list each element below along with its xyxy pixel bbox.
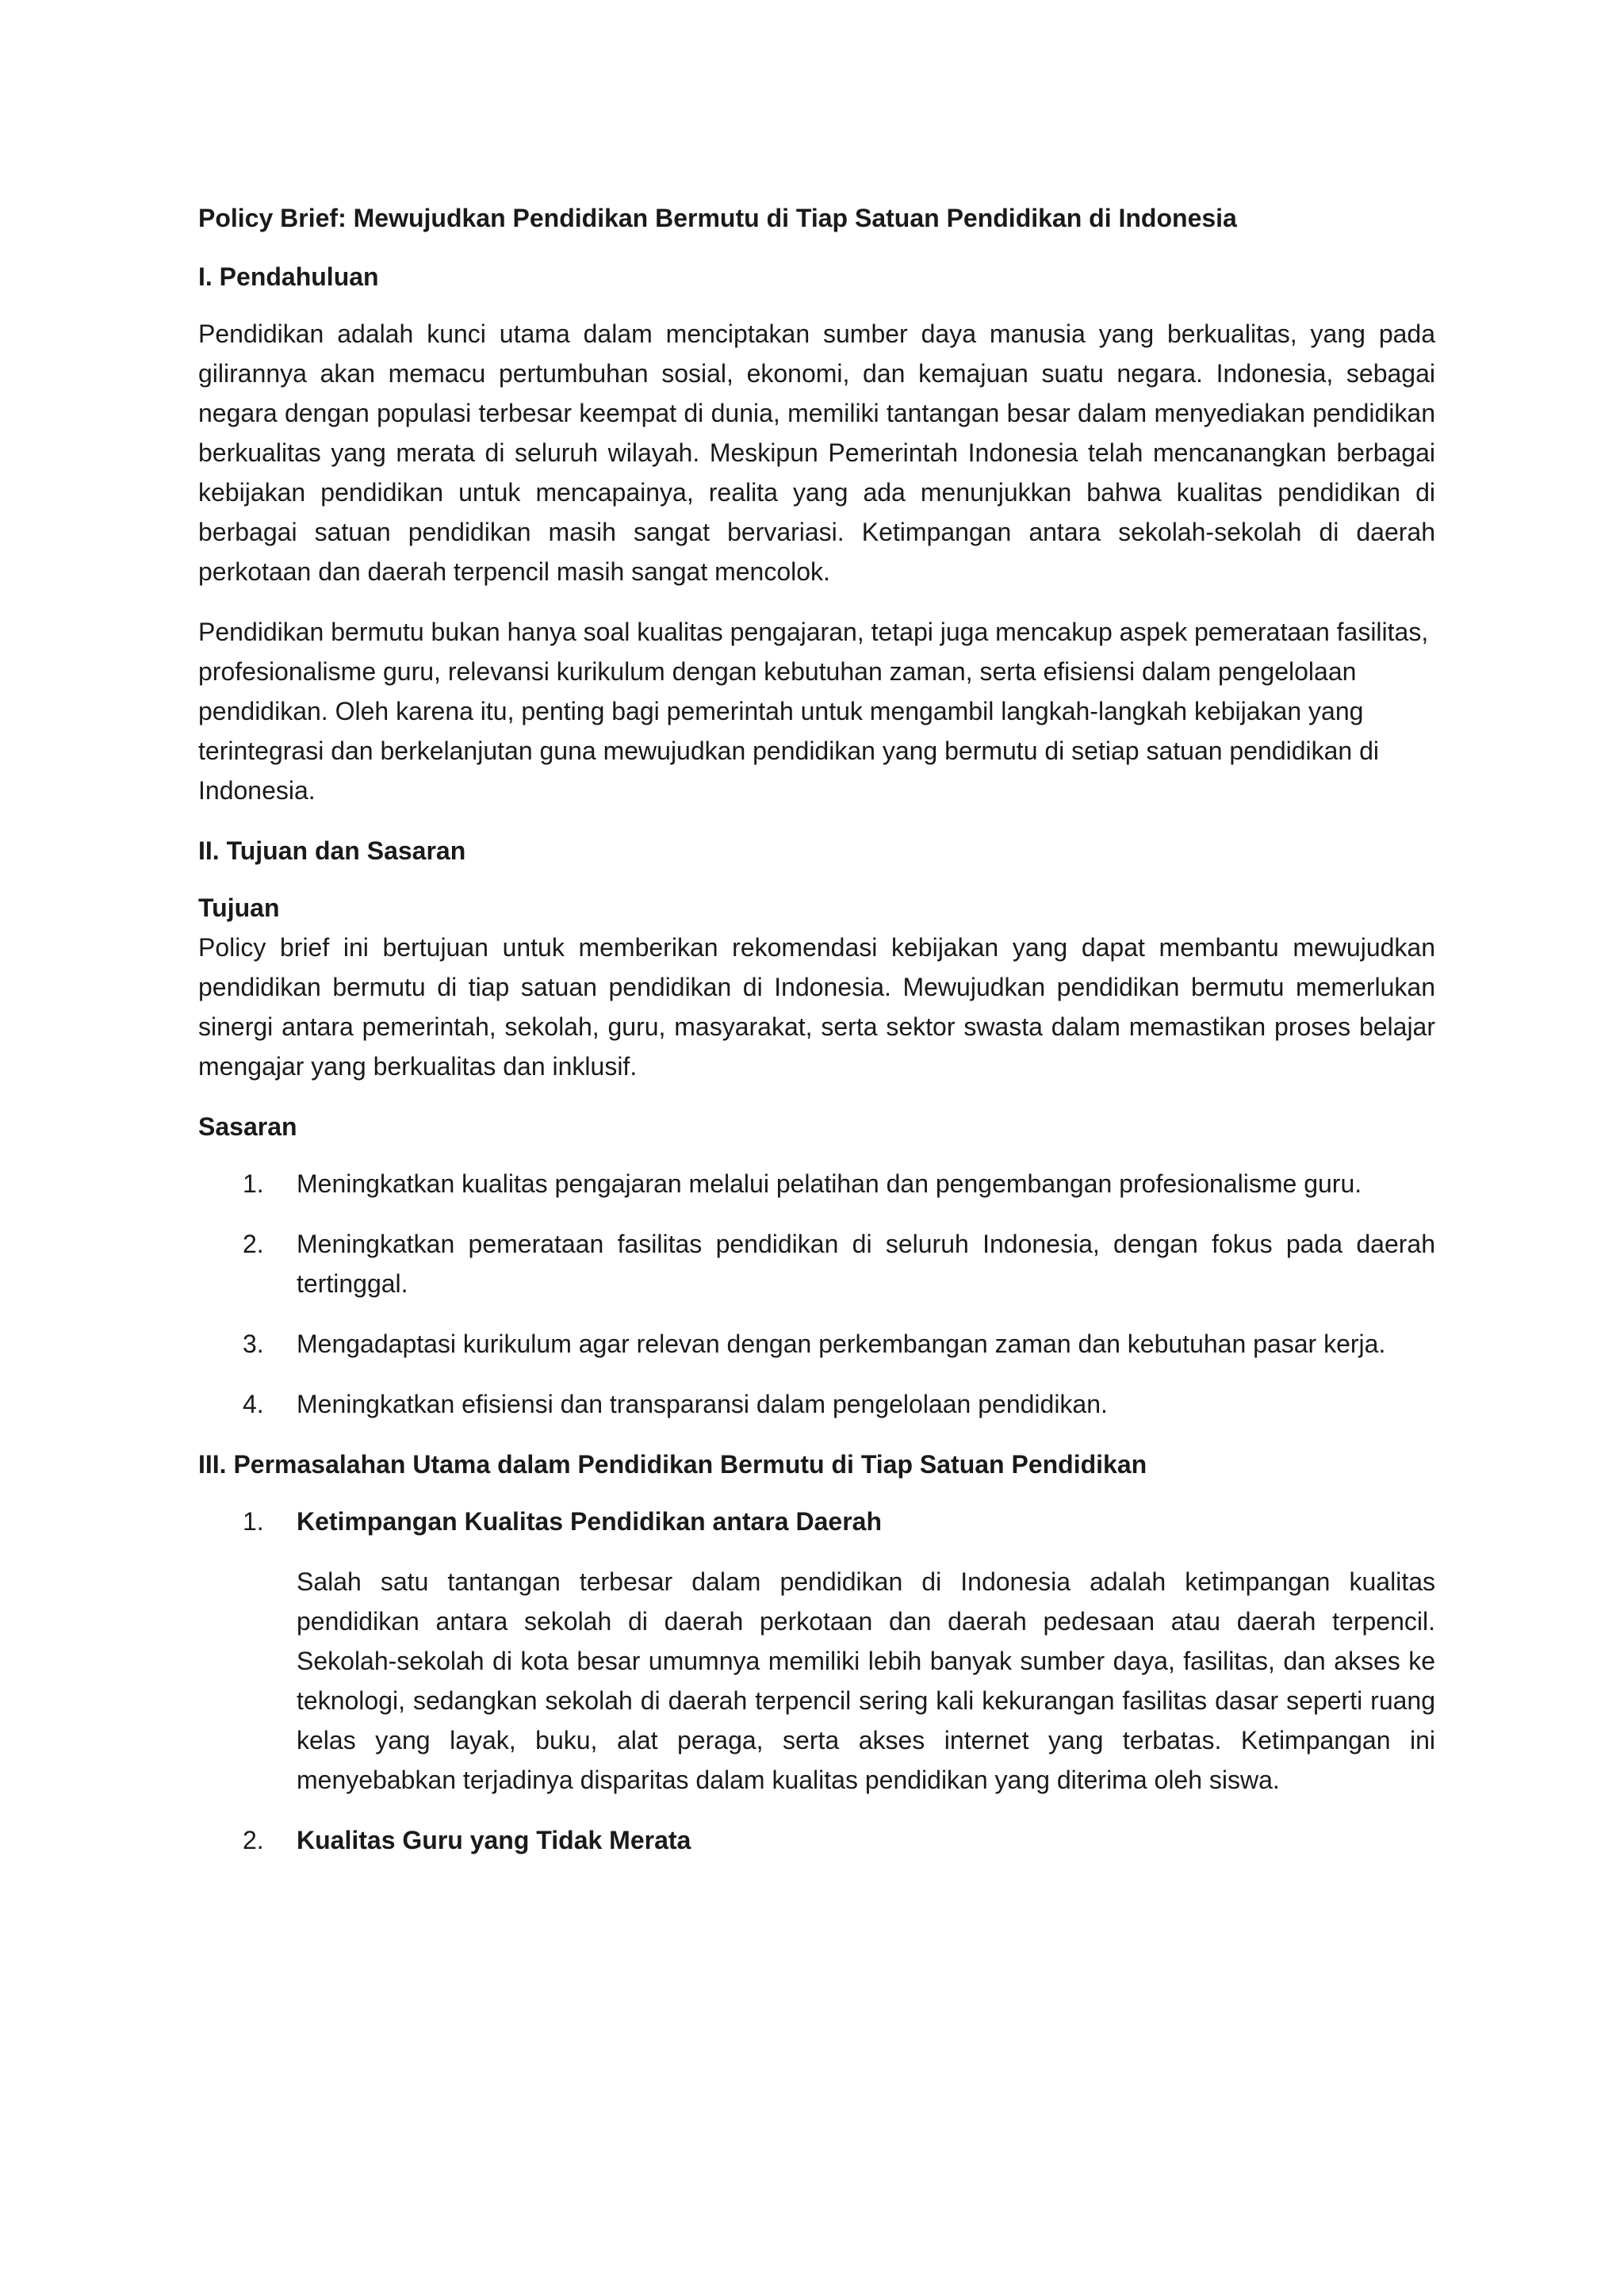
list-item-text: Mengadaptasi kurikulum agar relevan dengan perkembangan zaman dan kebutuhan pasar kerja. — [297, 1330, 1386, 1358]
list-number: 3. — [243, 1330, 264, 1358]
section-heading-issues: III. Permasalahan Utama dalam Pendidikan Bermutu di Tiap Satuan Pendidikan — [198, 1450, 1147, 1479]
intro-paragraph-2: Pendidikan bermutu bukan hanya soal kualitas pengajaran, tetapi juga mencakup aspek pemerataan fasilitas, profesionalisme guru, relevansi kurikulum dengan kebutuhan zaman, serta efisiensi dalam pengelolaan pendidikan. Oleh karena itu, penting bagi pemerintah untuk mengambil langkah-langkah kebijakan yang terintegrasi dan berkelanjutan guna mewujudkan pendidikan yang bermutu di setiap satuan pendidikan di Indonesia. — [198, 618, 1429, 805]
document-page — [198, 198, 1435, 1881]
subheading-sasaran: Sasaran — [198, 1112, 297, 1141]
list-item-text: Meningkatkan kualitas pengajaran melalui pelatihan dan pengembangan profesionalisme guru. — [297, 1169, 1362, 1198]
list-number: 2. — [243, 1826, 264, 1854]
list-number: 4. — [243, 1390, 264, 1418]
section-heading-goals: II. Tujuan dan Sasaran — [198, 836, 466, 865]
list-item — [198, 1224, 1435, 1303]
list-number: 2. — [243, 1230, 264, 1258]
list-item-text: Meningkatkan pemerataan fasilitas pendidikan di seluruh Indonesia, dengan fokus pada daerah tertinggal. — [297, 1230, 1435, 1298]
issue-title: Ketimpangan Kualitas Pendidikan antara Daerah — [297, 1507, 882, 1536]
subheading-tujuan: Tujuan — [198, 894, 280, 922]
list-item — [198, 1820, 1435, 1860]
list-item-text: Meningkatkan efisiensi dan transparansi dalam pengelolaan pendidikan. — [297, 1390, 1108, 1418]
tujuan-paragraph: Policy brief ini bertujuan untuk memberikan rekomendasi kebijakan yang dapat membantu mewujudkan pendidikan bermutu di tiap satuan pendidikan di Indonesia. Mewujudkan pendidikan bermutu memerlukan sinergi antara pemerintah, sekolah, guru, masyarakat, serta sektor swasta dalam memastikan proses belajar mengajar yang berkualitas dan inklusif. — [198, 933, 1435, 1081]
sasaran-list — [198, 1164, 1435, 1424]
issues-list — [198, 1502, 1435, 1860]
document-title: Policy Brief: Mewujudkan Pendidikan Bermutu di Tiap Satuan Pendidikan di Indonesia — [198, 204, 1237, 232]
intro-paragraph-1: Pendidikan adalah kunci utama dalam menciptakan sumber daya manusia yang berkualitas, yang pada gilirannya akan memacu pertumbuhan sosial, ekonomi, dan kemajuan suatu negara. Indonesia, sebagai negara dengan populasi terbesar keempat di dunia, memiliki tantangan besar dalam menyediakan pendidikan berkualitas yang merata di seluruh wilayah. Meskipun Pemerintah Indonesia telah mencanangkan berbagai kebijakan pendidikan untuk mencapainya, realita yang ada menunjukkan bahwa kualitas pendidikan di berbagai satuan pendidikan masih sangat bervariasi. Ketimpangan antara sekolah-sekolah di daerah perkotaan dan daerah terpencil masih sangat mencolok. — [198, 320, 1435, 586]
section-heading-intro: I. Pendahuluan — [198, 262, 379, 291]
list-number: 1. — [243, 1169, 264, 1198]
list-item — [198, 1324, 1435, 1364]
issue-title: Kualitas Guru yang Tidak Merata — [297, 1826, 691, 1854]
list-item — [198, 1164, 1435, 1203]
list-number: 1. — [243, 1507, 264, 1536]
issue-body: Salah satu tantangan terbesar dalam pendidikan di Indonesia adalah ketimpangan kualitas pendidikan antara sekolah di daerah perkotaan dan daerah pedesaan atau daerah terpencil. Sekolah-sekolah di kota besar umumnya memiliki lebih banyak sumber daya, fasilitas, dan akses ke teknologi, sedangkan sekolah di daerah terpencil sering kali kekurangan fasilitas dasar seperti ruang kelas yang layak, buku, alat peraga, serta akses internet yang terbatas. Ketimpangan ini menyebabkan terjadinya disparitas dalam kualitas pendidikan yang diterima oleh siswa. — [297, 1567, 1435, 1794]
list-item — [198, 1502, 1435, 1800]
list-item — [198, 1384, 1435, 1424]
